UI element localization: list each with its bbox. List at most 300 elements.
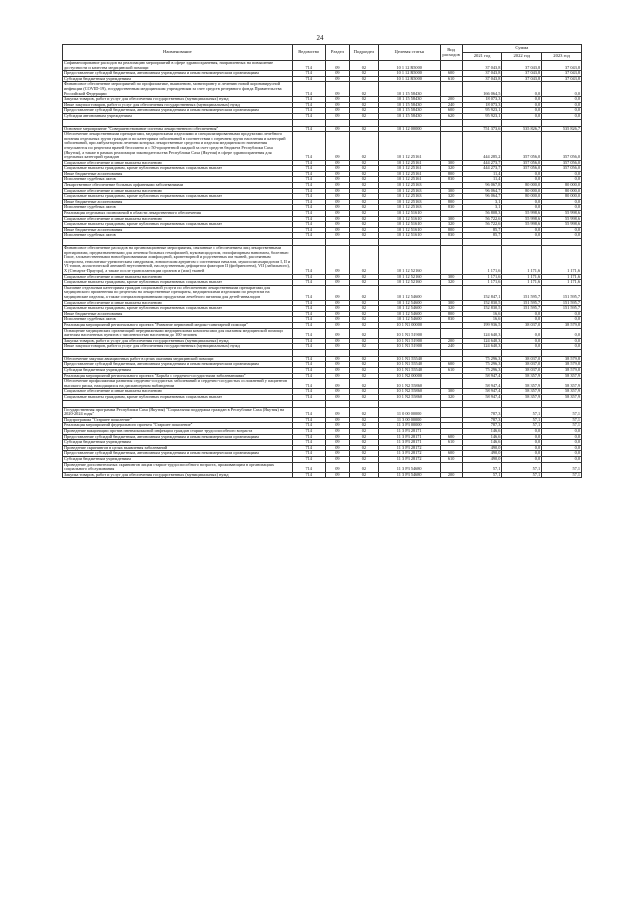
row-amount-2021: 787,3: [462, 423, 502, 429]
row-target-article: 10 1 12 52160: [378, 274, 440, 280]
row-subsection: 02: [350, 227, 379, 233]
row-amount-2023: 80 000,0: [542, 194, 582, 200]
row-name: Реализация отдельных полномочий в области лекарственного обеспечения: [63, 211, 293, 217]
row-name: Исполнение судебных актов: [63, 177, 293, 183]
row-amount-2022: 55 998,6: [502, 222, 542, 228]
row-subsection: 02: [350, 102, 379, 108]
row-amount-2023: 0,0: [542, 344, 582, 350]
table-row: [63, 82, 582, 97]
row-target-article: 10 1 12 52160: [378, 280, 440, 286]
row-section: 09: [325, 160, 349, 166]
row-amount-2022: 357 056,0: [502, 160, 542, 166]
row-subsection: 02: [350, 126, 379, 132]
row-amount-2022: 151 595,7: [502, 300, 542, 306]
row-amount-2022: 0,0: [502, 445, 542, 451]
row-target-article: 11 3 P3 28171: [378, 440, 440, 446]
row-amount-2022: 151 595,7: [502, 306, 542, 312]
row-section: [325, 349, 349, 356]
row-amount-2021: 37 043,8: [462, 71, 502, 77]
row-ministry: 714: [292, 306, 325, 312]
row-expense-type: [440, 400, 462, 407]
row-section: 09: [325, 216, 349, 222]
row-expense-type: 620: [440, 113, 462, 119]
row-target-article: 10 1 N1 55540: [378, 368, 440, 374]
row-ministry: 714: [292, 373, 325, 379]
row-ministry: 714: [292, 71, 325, 77]
row-subsection: 02: [350, 379, 379, 389]
row-section: 09: [325, 171, 349, 177]
row-target-article: 10 1 N1 51900: [378, 328, 440, 338]
row-subsection: 02: [350, 338, 379, 344]
row-target-article: 10 1 N2 00000: [378, 373, 440, 379]
row-expense-type: 600: [440, 108, 462, 114]
row-name: Основное мероприятие "Совершенствование системы лекарственного обеспечения": [63, 126, 293, 132]
row-amount-2021: 58 947,4: [462, 373, 502, 379]
row-subsection: 02: [350, 389, 379, 395]
row-name: Социальное обеспечение и иные выплаты населению: [63, 300, 293, 306]
row-target-article: 10 1 N1 55540: [378, 356, 440, 362]
row-subsection: 02: [350, 171, 379, 177]
row-target-article: 10 1 N2 55860: [378, 395, 440, 401]
row-subsection: 02: [350, 113, 379, 119]
table-row: [63, 132, 582, 161]
row-target-article: 10 1 12 51610: [378, 222, 440, 228]
row-subsection: 02: [350, 205, 379, 211]
row-section: 09: [325, 462, 349, 472]
row-target-article: 11 3 P3 54680: [378, 472, 440, 478]
table-header: [63, 45, 582, 61]
row-subsection: 02: [350, 76, 379, 82]
row-ministry: 714: [292, 472, 325, 478]
row-name: Проведение вакцинации против пневмококковой инфекции граждан старше трудоспособного возраста: [63, 429, 293, 435]
row-amount-2023: 0,0: [542, 171, 582, 177]
row-amount-2022: 55 998,6: [502, 216, 542, 222]
row-name: Иные бюджетные ассигнования: [63, 199, 293, 205]
row-expense-type: [440, 239, 462, 246]
row-amount-2023: 0,0: [542, 440, 582, 446]
row-name: Исполнение судебных актов: [63, 205, 293, 211]
row-amount-2023: 0,0: [542, 227, 582, 233]
row-subsection: 02: [350, 462, 379, 472]
row-amount-2023: 38 579,8: [542, 368, 582, 374]
row-amount-2022: 535 826,7: [502, 126, 542, 132]
row-ministry: 714: [292, 300, 325, 306]
row-ministry: 714: [292, 194, 325, 200]
row-subsection: [350, 400, 379, 407]
row-expense-type: [440, 119, 462, 126]
row-section: 09: [325, 322, 349, 328]
row-expense-type: [440, 246, 462, 275]
row-name: [63, 400, 293, 407]
table-row: [63, 61, 582, 71]
row-expense-type: 830: [440, 205, 462, 211]
row-amount-2021: 490,0: [462, 445, 502, 451]
row-target-article: 10 1 12 51610: [378, 227, 440, 233]
row-expense-type: 320: [440, 194, 462, 200]
row-amount-2022: 0,0: [502, 171, 542, 177]
row-amount-2021: 3,1: [462, 205, 502, 211]
row-ministry: 714: [292, 246, 325, 275]
row-section: 09: [325, 280, 349, 286]
row-target-article: 10 1 12 52160: [378, 246, 440, 275]
row-amount-2022: 0,0: [502, 97, 542, 103]
row-ministry: 714: [292, 274, 325, 280]
header-target-article: Целевая статья: [378, 45, 440, 61]
row-name: Социальные выплаты гражданам, кроме публичных нормативных социальных выплат: [63, 194, 293, 200]
row-section: 09: [325, 328, 349, 338]
row-ministry: 714: [292, 328, 325, 338]
row-target-article: 11 3 P3 28172: [378, 456, 440, 462]
row-expense-type: 600: [440, 71, 462, 77]
row-section: 09: [325, 395, 349, 401]
row-subsection: 02: [350, 71, 379, 77]
row-amount-2021: 58 947,4: [462, 389, 502, 395]
row-amount-2022: [502, 349, 542, 356]
row-amount-2021: 58 947,4: [462, 395, 502, 401]
row-amount-2021: 124 640,3: [462, 328, 502, 338]
row-expense-type: 800: [440, 311, 462, 317]
row-amount-2021: 1 171,6: [462, 246, 502, 275]
row-amount-2021: 1 171,6: [462, 280, 502, 286]
row-amount-2022: 0,0: [502, 311, 542, 317]
row-name: Субсидии бюджетным учреждениям: [63, 368, 293, 374]
row-ministry: 714: [292, 322, 325, 328]
row-amount-2021: 16,6: [462, 317, 502, 323]
row-ministry: 714: [292, 171, 325, 177]
row-name: Социальное обеспечение и иные выплаты населению: [63, 216, 293, 222]
row-amount-2023: 0,0: [542, 456, 582, 462]
row-ministry: 714: [292, 188, 325, 194]
row-amount-2023: 0,0: [542, 311, 582, 317]
row-amount-2023: [542, 400, 582, 407]
row-expense-type: 300: [440, 160, 462, 166]
row-section: 09: [325, 82, 349, 97]
row-name: Социальное обеспечение и иные выплаты населению: [63, 389, 293, 395]
row-subsection: 02: [350, 456, 379, 462]
row-section: 09: [325, 113, 349, 119]
row-subsection: 02: [350, 407, 379, 417]
row-amount-2021: 57,1: [462, 462, 502, 472]
table-row: [63, 462, 582, 472]
row-amount-2022: 38 037,0: [502, 362, 542, 368]
row-expense-type: 240: [440, 102, 462, 108]
row-target-article: [378, 119, 440, 126]
row-section: 09: [325, 456, 349, 462]
row-amount-2021: 75 296,3: [462, 362, 502, 368]
row-name: Социальное обеспечение и иные выплаты населению: [63, 160, 293, 166]
row-amount-2021: 152 830,5: [462, 300, 502, 306]
row-section: 09: [325, 199, 349, 205]
row-amount-2023: 0,0: [542, 328, 582, 338]
row-target-article: 10 1 15 58430: [378, 97, 440, 103]
row-section: 09: [325, 233, 349, 239]
row-amount-2021: [462, 239, 502, 246]
row-ministry: 714: [292, 338, 325, 344]
row-target-article: 10 1 N2 55860: [378, 379, 440, 389]
row-amount-2021: 490,0: [462, 451, 502, 457]
row-subsection: 02: [350, 356, 379, 362]
row-amount-2021: 444 273,7: [462, 166, 502, 172]
row-amount-2023: 1 171,6: [542, 274, 582, 280]
header-year-2022: 2022 год: [502, 53, 542, 61]
row-amount-2021: 16,6: [462, 311, 502, 317]
row-section: 09: [325, 194, 349, 200]
row-expense-type: [440, 379, 462, 389]
row-amount-2021: 37 043,8: [462, 61, 502, 71]
row-amount-2022: 0,0: [502, 199, 542, 205]
row-subsection: 02: [350, 274, 379, 280]
row-name: Реализация мероприятий регионального проекта "Развитие первичной медико-санитарной помощи": [63, 322, 293, 328]
row-expense-type: 300: [440, 389, 462, 395]
row-section: 09: [325, 344, 349, 350]
row-expense-type: 200: [440, 338, 462, 344]
row-amount-2022: 37 043,8: [502, 76, 542, 82]
row-subsection: 02: [350, 108, 379, 114]
row-target-article: 10 1 12 51610: [378, 216, 440, 222]
row-amount-2022: 0,0: [502, 113, 542, 119]
table-body: [63, 61, 582, 478]
row-amount-2021: 146,6: [462, 440, 502, 446]
row-ministry: 714: [292, 183, 325, 189]
row-name: Предоставление субсидий бюджетным, автономным учреждениям и иным некоммерческим организациям: [63, 434, 293, 440]
row-amount-2021: 56 722,6: [462, 216, 502, 222]
row-name: Проведение скринингов в целях выявления заболеваний: [63, 445, 293, 451]
row-target-article: 11 3 P3 28172: [378, 451, 440, 457]
row-name: Предоставление субсидий бюджетным, автономным учреждениям и иным некоммерческим организациям: [63, 71, 293, 77]
row-ministry: 714: [292, 417, 325, 423]
row-amount-2022: 37 043,8: [502, 71, 542, 77]
row-target-article: 10 1 N1 51900: [378, 344, 440, 350]
row-name: Иные бюджетные ассигнования: [63, 227, 293, 233]
row-section: 09: [325, 274, 349, 280]
row-section: 09: [325, 423, 349, 429]
row-target-article: 10 1 15 58430: [378, 82, 440, 97]
row-name: Иные бюджетные ассигнования: [63, 171, 293, 177]
row-amount-2022: 57,1: [502, 462, 542, 472]
row-amount-2022: 0,0: [502, 317, 542, 323]
row-ministry: 714: [292, 356, 325, 362]
row-amount-2023: 151 595,7: [542, 285, 582, 300]
row-amount-2023: 0,0: [542, 317, 582, 323]
row-amount-2021: [462, 400, 502, 407]
row-target-article: 10 1 15 58430: [378, 113, 440, 119]
row-amount-2023: 357 056,0: [542, 160, 582, 166]
row-amount-2022: 0,0: [502, 227, 542, 233]
row-amount-2023: 57,1: [542, 407, 582, 417]
table-row: [63, 239, 582, 246]
row-ministry: 714: [292, 434, 325, 440]
row-amount-2022: 80 000,0: [502, 188, 542, 194]
row-section: 09: [325, 97, 349, 103]
header-ministry: Ведомство: [292, 45, 325, 61]
row-amount-2023: 37 043,8: [542, 61, 582, 71]
row-subsection: 02: [350, 472, 379, 478]
row-ministry: 714: [292, 407, 325, 417]
row-ministry: 714: [292, 132, 325, 161]
row-amount-2021: 18 073,3: [462, 97, 502, 103]
row-expense-type: 800: [440, 227, 462, 233]
row-target-article: 10 1 15 58430: [378, 108, 440, 114]
row-amount-2021: 75 296,3: [462, 356, 502, 362]
row-amount-2023: 0,0: [542, 233, 582, 239]
row-expense-type: 320: [440, 222, 462, 228]
row-name: Обеспечение лекарственными препаратами, медицинскими изделиями и специализированными продуктами лечебного питания отдельных групп граждан и по категориям заболеваний в соответствии с перечнем групп населения и категорий заболеваний, при амбулаторном лечении которых лекарственные средства и изделия медицинского назначения отпускаются по рецептам врачей бесплатно и с 50-процентной скидкой за счет средств бюджета Республики Саха (Якутия), а также в рамках реализации законодательства Республики Саха (Якутия) в сфере здравоохранения для отдельных категорий граждан: [63, 132, 293, 161]
row-section: 09: [325, 300, 349, 306]
row-target-article: 10 1 N2 55860: [378, 389, 440, 395]
table-row: [63, 285, 582, 300]
row-amount-2022: 357 056,0: [502, 166, 542, 172]
row-amount-2022: 57,1: [502, 423, 542, 429]
row-expense-type: 240: [440, 344, 462, 350]
row-name: Реализация мероприятий регионального проекта "Борьба с сердечно-сосудистыми заболеваниями": [63, 373, 293, 379]
row-section: 09: [325, 166, 349, 172]
row-subsection: 02: [350, 132, 379, 161]
row-target-article: [378, 239, 440, 246]
row-subsection: 02: [350, 194, 379, 200]
row-name: Исполнение судебных актов: [63, 233, 293, 239]
row-ministry: 714: [292, 222, 325, 228]
row-amount-2023: 58 357,9: [542, 389, 582, 395]
row-amount-2022: 80 000,0: [502, 194, 542, 200]
row-ministry: 714: [292, 429, 325, 435]
table-row: [63, 400, 582, 407]
row-section: 09: [325, 362, 349, 368]
row-subsection: 02: [350, 344, 379, 350]
row-amount-2021: 95 923,1: [462, 113, 502, 119]
row-ministry: 714: [292, 82, 325, 97]
row-subsection: 02: [350, 306, 379, 312]
row-section: [325, 400, 349, 407]
row-expense-type: 300: [440, 300, 462, 306]
row-ministry: 714: [292, 440, 325, 446]
row-name: Субсидии бюджетным учреждениям: [63, 440, 293, 446]
row-amount-2023: 58 357,9: [542, 373, 582, 379]
row-subsection: 02: [350, 434, 379, 440]
row-name: Исполнение судебных актов: [63, 317, 293, 323]
row-target-article: 10 1 12 25161: [378, 166, 440, 172]
row-subsection: 02: [350, 429, 379, 435]
row-expense-type: 830: [440, 233, 462, 239]
row-name: Социальное обеспечение и иные выплаты населению: [63, 274, 293, 280]
row-section: 09: [325, 71, 349, 77]
row-target-article: 11 3 00 00000: [378, 417, 440, 423]
row-section: [325, 119, 349, 126]
row-amount-2023: 0,0: [542, 82, 582, 97]
row-ministry: 714: [292, 379, 325, 389]
row-amount-2022: 0,0: [502, 429, 542, 435]
row-subsection: [350, 349, 379, 356]
row-subsection: 02: [350, 317, 379, 323]
row-amount-2021: 11,4: [462, 177, 502, 183]
row-subsection: 02: [350, 285, 379, 300]
row-amount-2022: 0,0: [502, 344, 542, 350]
row-name: Подпрограмма "Старшее поколение": [63, 417, 293, 423]
row-subsection: 02: [350, 211, 379, 217]
row-amount-2023: 0,0: [542, 338, 582, 344]
row-amount-2022: 80 000,0: [502, 183, 542, 189]
table-row: [63, 407, 582, 417]
row-subsection: 02: [350, 423, 379, 429]
row-amount-2022: 0,0: [502, 82, 542, 97]
row-target-article: 11 3 P3 54680: [378, 462, 440, 472]
row-amount-2022: 1 171,6: [502, 280, 542, 286]
row-subsection: 02: [350, 166, 379, 172]
row-ministry: 714: [292, 97, 325, 103]
row-subsection: 02: [350, 451, 379, 457]
row-expense-type: 300: [440, 188, 462, 194]
row-amount-2023: 535 826,7: [542, 126, 582, 132]
row-target-article: 10 1 N1 55540: [378, 362, 440, 368]
row-amount-2022: 1 171,6: [502, 246, 542, 275]
row-amount-2021: 166 064,5: [462, 82, 502, 97]
row-subsection: 02: [350, 368, 379, 374]
row-amount-2021: 444 273,7: [462, 160, 502, 166]
row-target-article: 10 1 12 R5000: [378, 61, 440, 71]
row-amount-2022: 1 171,6: [502, 274, 542, 280]
row-amount-2021: 56 808,3: [462, 211, 502, 217]
row-subsection: 02: [350, 233, 379, 239]
row-subsection: 02: [350, 216, 379, 222]
row-amount-2021: 57,1: [462, 472, 502, 478]
row-amount-2021: [462, 349, 502, 356]
row-amount-2021: 95 923,1: [462, 108, 502, 114]
row-target-article: 10 1 12 25163: [378, 194, 440, 200]
row-amount-2023: 38 579,8: [542, 356, 582, 362]
row-amount-2022: 55 998,6: [502, 211, 542, 217]
row-amount-2022: 0,0: [502, 108, 542, 114]
row-amount-2022: 0,0: [502, 102, 542, 108]
row-expense-type: 300: [440, 216, 462, 222]
row-amount-2022: 58 357,9: [502, 373, 542, 379]
row-ministry: 714: [292, 395, 325, 401]
row-amount-2023: 55 998,6: [542, 211, 582, 217]
row-target-article: 11 3 P3 28171: [378, 429, 440, 435]
row-name: Финансовое обеспечение расходов на организационные мероприятия, связанные с обеспечением лиц лекарственными препаратами, предназначенными для лечения больных гемофилией, муковисцидозом, гипофизарным нанизмом, болезнью Гоше, злокачественными новообразованиями лимфоидной, кроветворной и родственных им тканей, рассеянным склерозом, гемолитико-уремическим синдромом, юношеским артритом с системным началом, мукополисахаридозом I, II и VI типов, апластической анемией неуточненной, наследственным дефицитом факторов II (фибриногена), VII (лабильного), X (Стюарта-Прауэра), а также после трансплантации органов и (или) тканей: [63, 246, 293, 275]
row-target-article: 10 1 12 54600: [378, 300, 440, 306]
row-amount-2022: 37 043,8: [502, 61, 542, 71]
row-section: 09: [325, 285, 349, 300]
row-amount-2023: 55 998,6: [542, 222, 582, 228]
row-target-article: 10 1 12 25161: [378, 132, 440, 161]
row-expense-type: 610: [440, 440, 462, 446]
row-target-article: 10 1 12 51610: [378, 211, 440, 217]
table-row: [63, 119, 582, 126]
budget-table: [62, 44, 582, 478]
row-amount-2023: 57,1: [542, 417, 582, 423]
header-sum: Сумма: [462, 45, 581, 53]
row-expense-type: 800: [440, 199, 462, 205]
row-target-article: 10 1 12 R5000: [378, 76, 440, 82]
row-amount-2021: 787,3: [462, 407, 502, 417]
row-ministry: [292, 239, 325, 246]
row-expense-type: 320: [440, 306, 462, 312]
row-amount-2023: 357 056,0: [542, 166, 582, 172]
row-amount-2021: 490,0: [462, 456, 502, 462]
row-ministry: 714: [292, 445, 325, 451]
row-name: Софинансирование расходов на реализацию мероприятий в сфере здравоохранения, направленных на повышение доступности и качества медицинской помощи: [63, 61, 293, 71]
row-target-article: 10 1 12 25163: [378, 199, 440, 205]
row-amount-2023: 80 000,0: [542, 183, 582, 189]
row-ministry: 714: [292, 451, 325, 457]
row-amount-2021: 152 847,1: [462, 285, 502, 300]
row-amount-2022: 0,0: [502, 338, 542, 344]
row-name: Реализация мероприятий федерального проекта "Старшее поколение": [63, 423, 293, 429]
row-name: Иные закупки товаров, работ и услуг для обеспечения государственных (муниципальных) нужд: [63, 102, 293, 108]
row-ministry: 714: [292, 389, 325, 395]
row-target-article: 10 1 12 54600: [378, 306, 440, 312]
row-amount-2023: 0,0: [542, 108, 582, 114]
row-subsection: 02: [350, 188, 379, 194]
